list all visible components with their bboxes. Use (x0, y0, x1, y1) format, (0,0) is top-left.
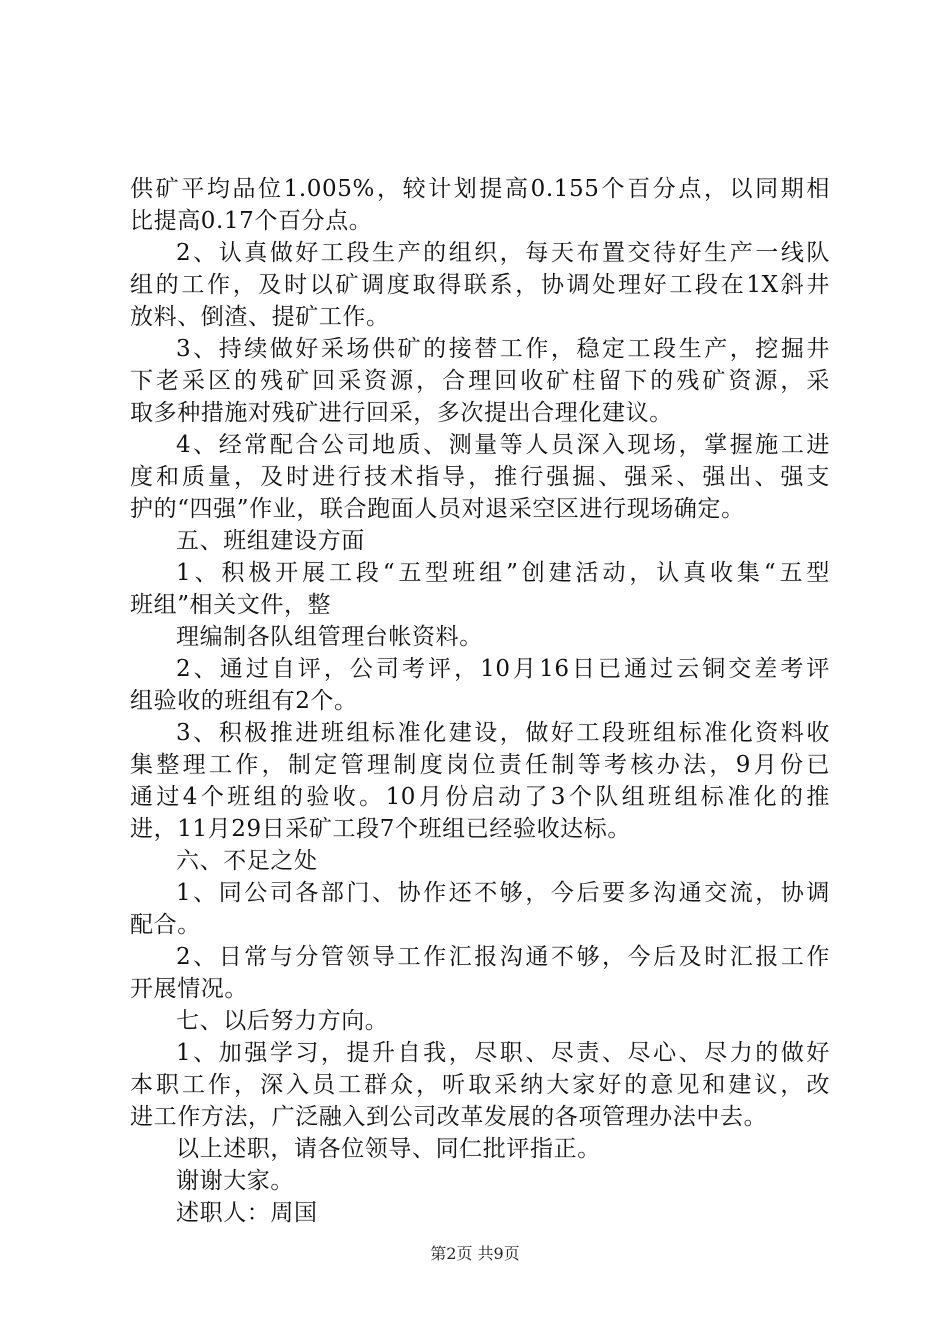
text-line: 六、不足之处 (176, 848, 318, 874)
text-line: 组的工作，及时以矿调度取得联系，协调处理好工段在1X斜井 (130, 272, 830, 298)
text-line: 进工作方法，广泛融入到公司改革发展的各项管理办法中去。 (130, 1104, 768, 1130)
text-line: 1、加强学习，提升自我，尽职、尽责、尽心、尽力的做好 (176, 1040, 830, 1066)
text-line: 比提高0.17个百分点。 (130, 208, 373, 234)
text-line: 度和质量，及时进行技术指导，推行强掘、强采、强出、强支 (130, 464, 830, 490)
document-body (130, 173, 830, 1229)
text-line: 2、认真做好工段生产的组织，每天布置交待好生产一线队 (176, 240, 830, 266)
text-line: 班组”相关文件，整 (130, 592, 332, 618)
text-line: 2、日常与分管领导工作汇报沟通不够，今后及时汇报工作 (176, 944, 830, 970)
text-line: 七、以后努力方向。 (176, 1008, 389, 1034)
text-line: 3、积极推进班组标准化建设，做好工段班组标准化资料收 (176, 720, 830, 746)
text-line: 理编制各队组管理台帐资料。 (176, 624, 483, 650)
page-footer: 第2页 共9页 (430, 1244, 520, 1263)
text-line: 取多种措施对残矿进行回采，多次提出合理化建议。 (130, 400, 673, 426)
text-line: 供矿平均品位1.005%，较计划提高0.155个百分点，以同期相 (130, 176, 830, 202)
text-line: 组验收的班组有2个。 (130, 688, 358, 714)
text-line: 本职工作，深入员工群众，听取采纳大家好的意见和建议，改 (130, 1072, 830, 1098)
text-line: 1、积极开展工段“五型班组”创建活动，认真收集“五型 (176, 560, 830, 586)
text-line: 开展情况。 (130, 976, 248, 1002)
text-line: 配合。 (130, 912, 201, 938)
text-line: 进，11月29日采矿工段7个班组已经验收达标。 (130, 816, 631, 842)
text-line: 以上述职，请各位领导、同仁批评指正。 (176, 1136, 601, 1162)
text-line: 护的“四强”作业，联合跑面人员对退采空区进行现场确定。 (130, 496, 745, 522)
text-line: 集整理工作，制定管理制度岗位责任制等考核办法，9月份已 (130, 752, 830, 778)
text-line: 3、持续做好采场供矿的接替工作，稳定工段生产，挖掘井 (176, 336, 830, 362)
text-line: 五、班组建设方面 (176, 528, 365, 554)
text-line: 1、同公司各部门、协作还不够，今后要多沟通交流，协调 (176, 880, 830, 906)
text-line: 通过4个班组的验收。10月份启动了3个队组班组标准化的推 (130, 784, 830, 810)
text-line: 述职人：周国 (176, 1200, 318, 1226)
text-line: 2、通过自评，公司考评，10月16日已通过云铜交差考评 (176, 656, 830, 682)
text-line: 4、经常配合公司地质、测量等人员深入现场，掌握施工进 (176, 432, 830, 458)
text-line: 放料、倒渣、提矿工作。 (130, 304, 390, 330)
text-line: 下老采区的残矿回采资源，合理回收矿柱留下的残矿资源，采 (130, 368, 830, 394)
text-line: 谢谢大家。 (176, 1168, 294, 1194)
